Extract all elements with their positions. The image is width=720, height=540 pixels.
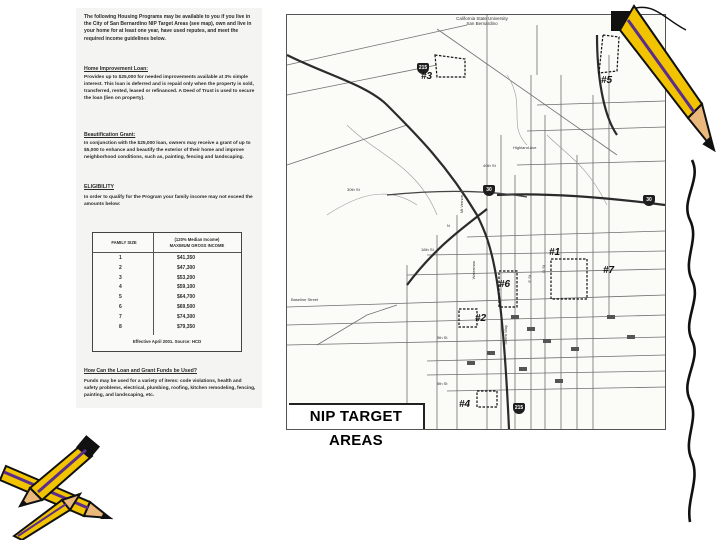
street-label-highland: Highland Ave xyxy=(513,145,537,150)
income-table-row xyxy=(93,294,241,304)
csusb-label-line1: California State University xyxy=(456,16,508,21)
family-size-cell: 3 xyxy=(119,274,122,281)
max-income-cell: $64,700 xyxy=(177,294,196,301)
max-income-cell: $47,300 xyxy=(177,264,196,271)
street-label-n: N xyxy=(447,223,450,228)
area-3-outline xyxy=(435,55,465,77)
highway-shield-215-south: 215 xyxy=(513,403,525,414)
street-label-baseline: Baseline Street xyxy=(291,297,319,302)
income-table-row xyxy=(93,265,241,275)
income-table xyxy=(92,232,242,352)
funds-body: Funds may be used for a variety of items: code violations, health and safety problems, electrical, plumbing, roofing, kitchen remodeling, fencing, painting, and landscaping, etc. xyxy=(84,379,256,398)
highway-shield-30-east: 30 xyxy=(643,195,655,206)
max-income-cell: $79,350 xyxy=(177,323,196,330)
flyer-intro: The following Housing Programs may be available to you if you live in the City of San Bernardino NIP Target Areas (see map), own and live in your home for at least one year, have used reputes, and meet the required income guidelines below. xyxy=(84,14,252,42)
pencil-decoration-right xyxy=(606,0,720,530)
income-table-rows xyxy=(93,255,241,333)
table-divider xyxy=(93,252,241,253)
income-table-row xyxy=(93,314,241,324)
income-table-row xyxy=(93,324,241,334)
max-income-cell: $59,100 xyxy=(177,284,196,291)
street-label-waterman: Waterman xyxy=(471,261,476,280)
pencil-icon xyxy=(612,6,714,150)
income-table-col-family-size: FAMILY SIZE xyxy=(111,240,137,245)
family-size-cell: 7 xyxy=(119,313,122,320)
street-label-9th: 9th St xyxy=(437,335,448,340)
csusb-label xyxy=(437,16,527,26)
max-income-cell: $41,350 xyxy=(177,255,196,261)
area-label-4: #4 xyxy=(459,399,471,410)
max-income-cell: $69,500 xyxy=(177,303,196,310)
family-size-cell: 1 xyxy=(119,255,122,261)
program-flyer xyxy=(76,8,262,408)
area-label-1: #1 xyxy=(549,247,561,258)
pencil-decoration-left xyxy=(0,436,120,540)
family-size-cell: 8 xyxy=(119,323,122,330)
family-size-cell: 5 xyxy=(119,294,122,301)
beautification-heading: Beautification Grant: xyxy=(84,132,136,138)
family-size-cell: 4 xyxy=(119,284,122,291)
funds-heading: How Can the Loan and Grant Funds be Used? xyxy=(84,368,197,374)
income-table-row xyxy=(93,304,241,314)
street-label-d-st: D St xyxy=(541,265,546,273)
max-income-cell: $74,300 xyxy=(177,313,196,320)
home-improvement-heading: Home Improvement Loan: xyxy=(84,66,148,72)
map-title: NIP TARGET AREAS xyxy=(289,403,425,429)
street-label-mt-vernon: Mt Vernon xyxy=(459,195,464,214)
area-label-6: #6 xyxy=(499,279,511,290)
area-label-2: #2 xyxy=(475,313,487,324)
csusb-label-line2: San Bernardino xyxy=(466,21,498,26)
home-improvement-body: Provides up to $25,000 for needed improvements available at 3% simple interest. This loan is deferred and is repaid only when the property is sold, transferred, rented, leased or refinanced. A Deed of Trust is used to secure the loan (lien on property). xyxy=(84,75,255,101)
squiggle-line-icon xyxy=(687,160,695,522)
eligibility-heading: ELIGIBILITY xyxy=(84,184,114,190)
area-label-3: #3 xyxy=(421,71,433,82)
street-label-e-st: E St xyxy=(527,275,532,283)
max-income-cell: $53,200 xyxy=(177,274,196,281)
area-label-5: #5 xyxy=(601,75,613,86)
income-table-row xyxy=(93,284,241,294)
area-7-outline xyxy=(551,259,587,299)
family-size-cell: 6 xyxy=(119,303,122,310)
income-table-col-income-line1: (120% Median Income) xyxy=(174,237,220,242)
area-label-7: #7 xyxy=(603,265,615,276)
street-label-5th: 5th St xyxy=(437,381,448,386)
eligibility-body: In order to qualify for the Program your family income may not exceed the amounts below: xyxy=(84,195,253,207)
highway-shield-215: 215 xyxy=(417,63,429,74)
beautification-body: In conjunction with the $25,000 loan, owners may receive a grant of up to $5,000 to enhance and beautify the exterior of their home and improve neighborhood conditions, such as, painting, fencing and landscaping. xyxy=(84,141,251,160)
income-table-col-income-line2: MAXIMUM GROSS INCOME xyxy=(169,243,225,248)
income-table-footnote: Effective April 2001. Source: HCD xyxy=(132,339,202,344)
street-label-40th: 40th St xyxy=(483,163,496,168)
income-table-col-income xyxy=(155,237,239,249)
street-label-30th: 30th St xyxy=(347,187,360,192)
street-label-sierra: Sierra Way xyxy=(503,325,508,345)
street-label-16th: 16th St xyxy=(421,247,434,252)
family-size-cell: 2 xyxy=(119,264,122,271)
income-table-row xyxy=(93,275,241,285)
income-table-row xyxy=(93,255,241,265)
highway-shield-30: 30 xyxy=(483,185,495,196)
